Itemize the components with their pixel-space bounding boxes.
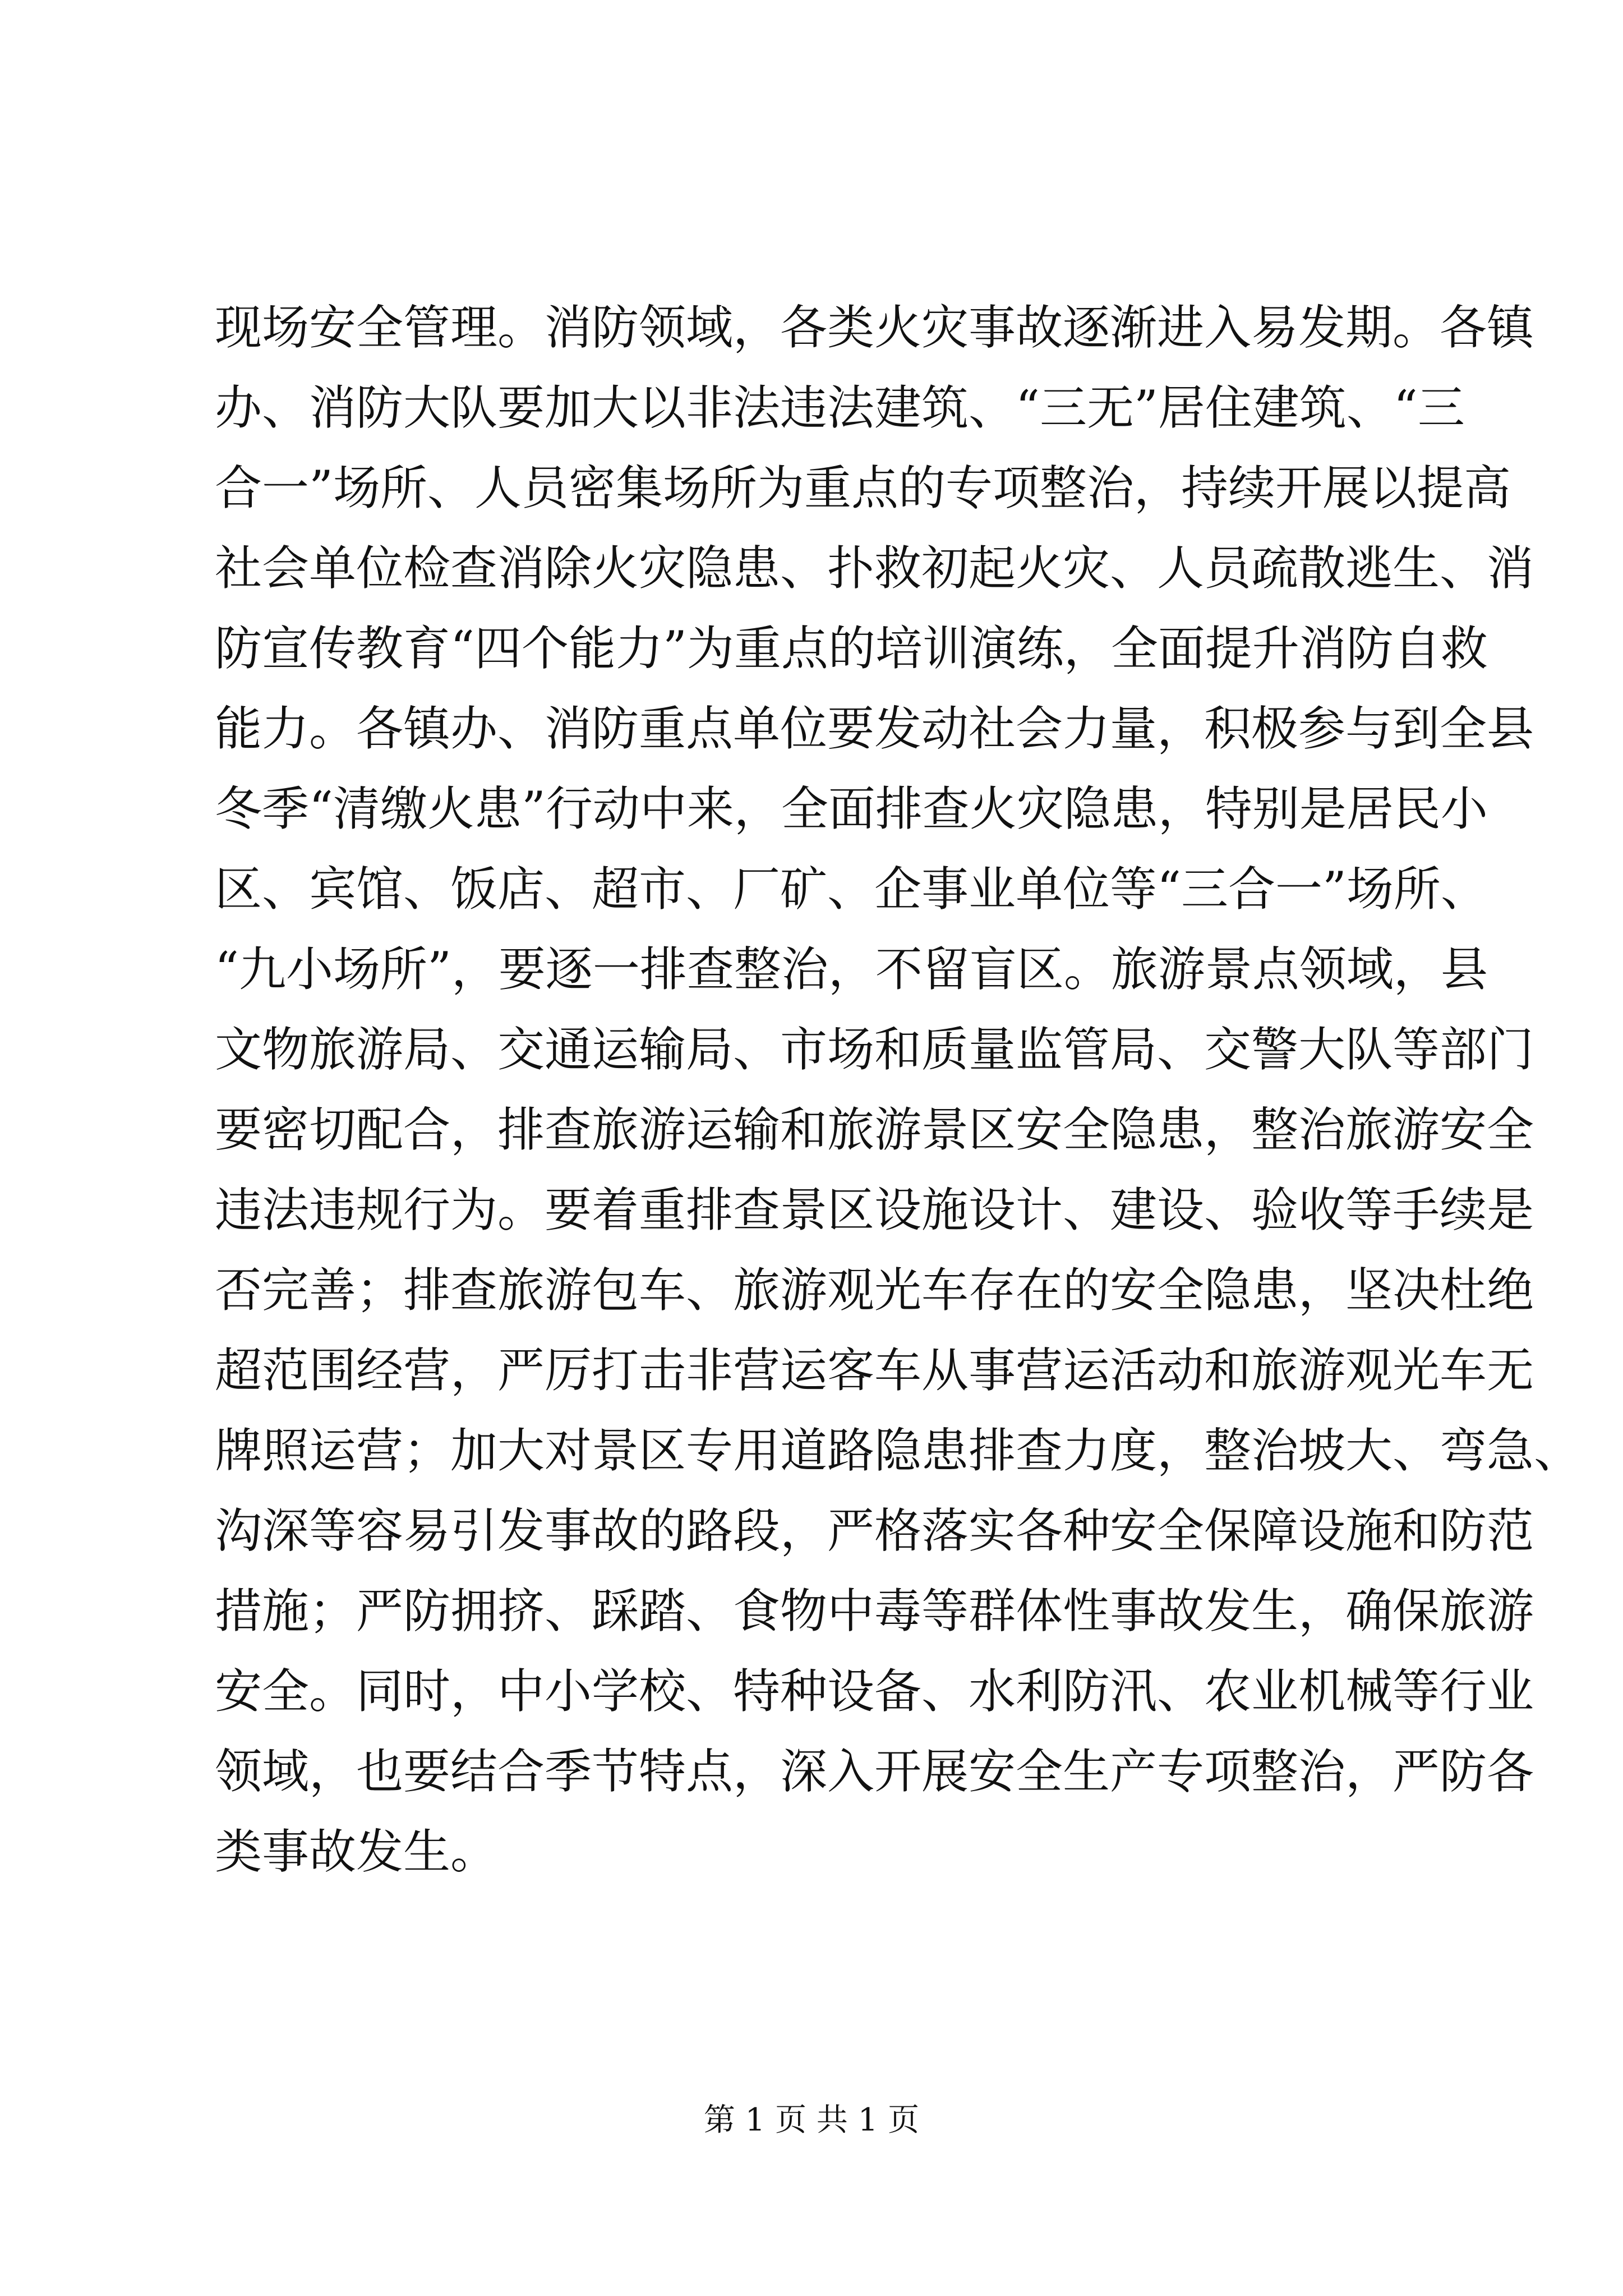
text-line: 超范围经营，严厉打击非营运客车从事营运活动和旅游观光车无 [215,1343,1534,1398]
text-line: 能力。各镇办、消防重点单位要发动社会力量，积极参与到全县 [215,701,1534,756]
text-line: 防宣传教育“四个能力”为重点的培训演练，全面提升消防自救 [215,621,1488,676]
text-line: 合一”场所、人员密集场所为重点的专项整治，持续开展以提高 [215,461,1511,516]
text-line: 否完善；排查旅游包车、旅游观光车存在的安全隐患，坚决杜绝 [215,1263,1534,1318]
text-line: 措施；严防拥挤、踩踏、食物中毒等群体性事故发生，确保旅游 [215,1584,1534,1639]
text-line: 社会单位检查消除火灾隐患、扑救初起火灾、人员疏散逃生、消 [215,541,1534,596]
body-text [215,288,1581,1892]
page-number-label: 第 1 页 共 1 页 [703,2102,920,2138]
text-line: 办、消防大队要加大以非法违法建筑、“三无”居住建筑、“三 [215,380,1465,435]
text-line: 文物旅游局、交通运输局、市场和质量监管局、交警大队等部门 [215,1022,1534,1077]
text-line: “九小场所”，要逐一排查整治，不留盲区。旅游景点领域，县 [215,942,1488,997]
page-footer [0,2101,1623,2140]
text-line: 冬季“清缴火患”行动中来，全面排查火灾隐患，特别是居民小 [215,781,1488,836]
text-line: 要密切配合，排查旅游运输和旅游景区安全隐患，整治旅游安全 [215,1102,1534,1157]
text-line: 违法违规行为。要着重排查景区设施设计、建设、验收等手续是 [215,1182,1534,1237]
text-line: 类事故发生。 [215,1824,498,1879]
text-line: 安全。同时，中小学校、特种设备、水利防汛、农业机械等行业 [215,1664,1534,1719]
text-line: 领域，也要结合季节特点，深入开展安全生产专项整治，严防各 [215,1744,1534,1799]
text-line: 沟深等容易引发事故的路段，严格落实各种安全保障设施和防范 [215,1503,1534,1558]
text-line: 牌照运营；加大对景区专用道路隐患排查力度，整治坡大、弯急、 [215,1423,1581,1478]
text-line: 区、宾馆、饭店、超市、厂矿、企事业单位等“三合一”场所、 [215,862,1488,917]
text-line: 现场安全管理。消防领域，各类火灾事故逐渐进入易发期。各镇 [215,300,1534,355]
